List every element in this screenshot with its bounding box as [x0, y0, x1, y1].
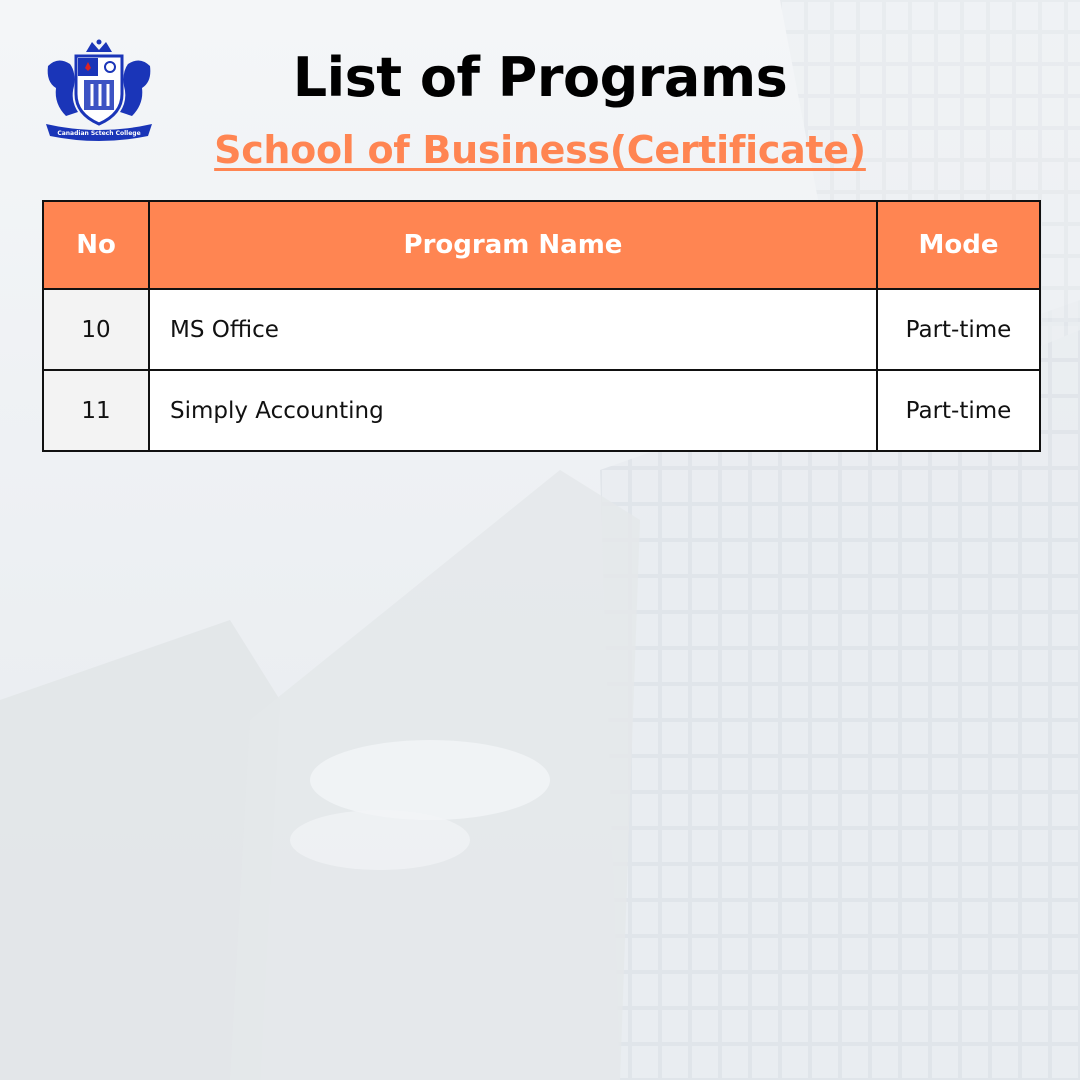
column-header-mode: Mode	[877, 201, 1040, 289]
page-title: List of Programs	[292, 46, 788, 109]
table-header-row	[43, 201, 1040, 289]
page-subtitle: School of Business(Certificate)	[214, 128, 866, 172]
logo-text: Canadian Sctech College	[57, 130, 141, 137]
program-mode: Part-time	[877, 289, 1040, 370]
column-header-no: No	[43, 201, 149, 289]
row-number: 11	[43, 370, 149, 451]
program-name: MS Office	[149, 289, 877, 370]
row-number: 10	[43, 289, 149, 370]
table-row	[43, 289, 1040, 370]
program-mode: Part-time	[877, 370, 1040, 451]
programs-table	[42, 200, 1041, 452]
table-row	[43, 370, 1040, 451]
column-header-program-name: Program Name	[149, 201, 877, 289]
program-name: Simply Accounting	[149, 370, 877, 451]
